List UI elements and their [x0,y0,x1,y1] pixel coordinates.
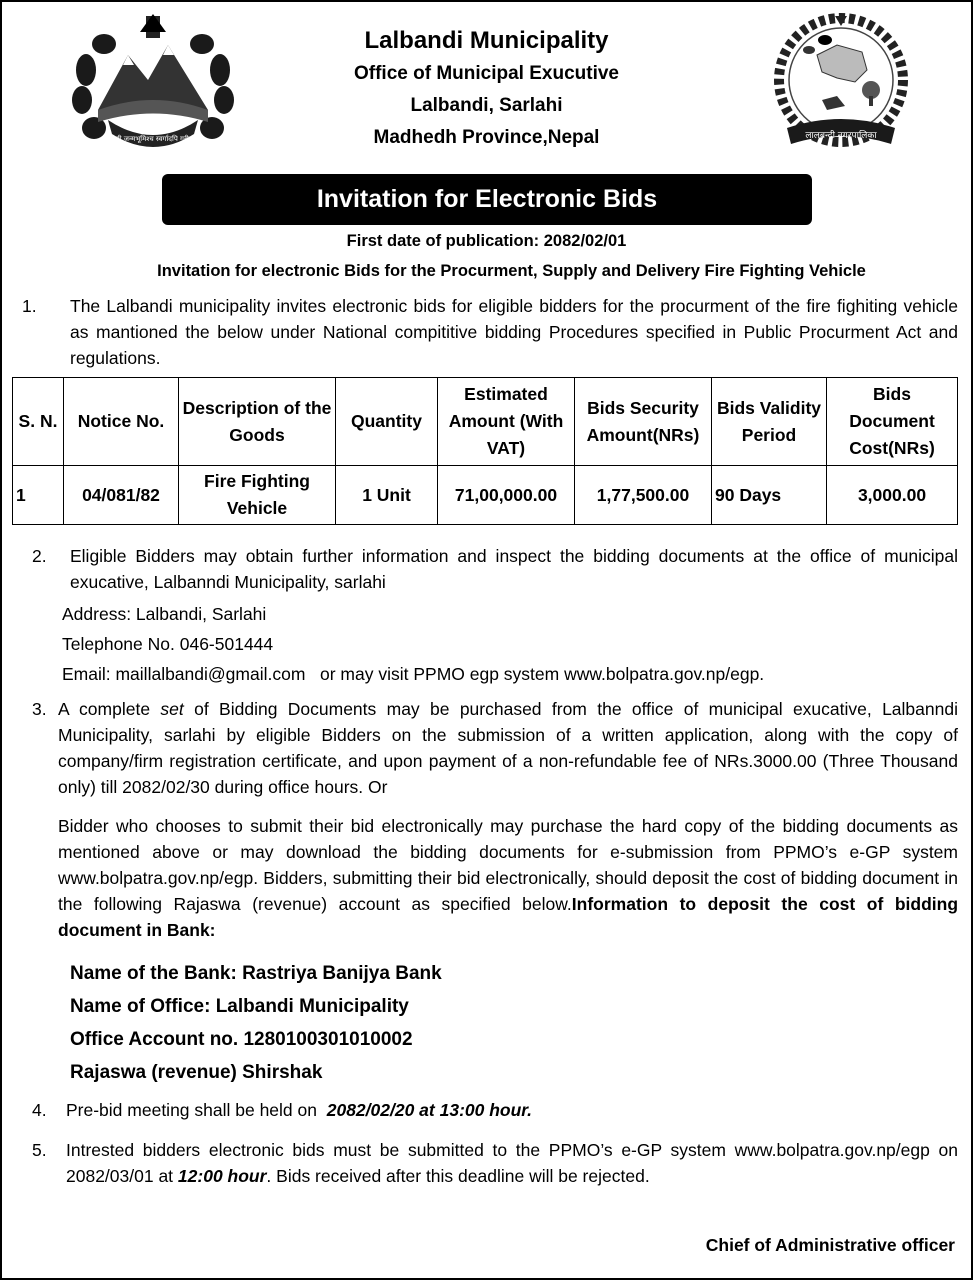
col-quantity: Quantity [336,378,438,466]
bank-office: Name of Office: Lalbandi Municipality [70,996,409,1017]
item-number: 5. [32,1140,47,1160]
cell-bid-security: 1,77,500.00 [575,466,712,525]
item5-text [66,1137,958,1189]
col-estimated-amount: Estimated Amount (With VAT) [438,378,575,466]
bank-name: Name of the Bank: Rastriya Banijya Bank [70,963,442,984]
cell-estimated-amount: 71,00,000.00 [438,466,575,525]
item5-text-a: Intrested bidders electronic bids must be submitted to the PPMO’s e-GP system www.bolpatra.gov.np/egp on 2082/03/01 at [66,1140,958,1186]
item-number: 2. [32,546,47,566]
cell-notice-no: 04/081/82 [64,466,179,525]
logo-text: लालबन्दी नगरपालिका [805,131,877,141]
cell-quantity: 1 Unit [336,466,438,525]
item2-text: Eligible Bidders may obtain further information and inspect the bidding documents at the office of municipal exucative, Lalbanndi Municipality, sarlahi [70,546,958,592]
banner-title: Invitation for Electronic Bids [162,174,812,225]
table-header-row [13,378,958,466]
col-description: Description of the Goods [179,378,336,466]
item3-text-a: A complete [58,699,151,719]
bank-revenue-heading: Rajaswa (revenue) Shirshak [70,1062,323,1083]
item-number: 4. [32,1100,47,1120]
item3-text-c: Bidder who chooses to submit their bid electronically may purchase the hard copy of the bidding documents as mentioned above or may download the bidding documents for e-submission from PPMO’s e-GP system www.bolpatra.gov.np/egp. Bidders, submitting their bid electronically, should deposit the cost of bidding document in the following Rajaswa (revenue) account as specified below. [58,816,958,914]
signature: Chief of Administrative officer [705,1235,955,1255]
org-name: Lalbandi Municipality [364,27,609,54]
publication-date: First date of publication: 2082/02/01 [346,232,627,250]
col-bid-security: Bids Security Amount(NRs) [575,378,712,466]
col-sn: S. N. [13,378,64,466]
item-number: 1. [22,296,37,316]
col-validity: Bids Validity Period [712,378,827,466]
office-name: Office of Municipal Exucutive [354,63,619,84]
office-province: Madhedh Province,Nepal [373,127,600,148]
item5-text-b: . Bids received after this deadline will be rejected. [266,1166,650,1186]
office-location: Lalbandi, Sarlahi [410,95,563,116]
item3-bank-heading: Information to deposit the cost of bidding document in Bank: [58,894,959,940]
item4-text [66,1097,958,1123]
emblem-motto: जननी जन्मभूमिश्च स्वर्गादपि गरीयसी [106,135,200,143]
cell-validity: 90 Days [712,466,827,525]
item3-text [58,696,958,800]
prebid-datetime: 2082/02/20 at 13:00 hour. [326,1100,533,1120]
table-row [13,466,958,525]
cell-sn: 1 [13,466,64,525]
item3-text-b: of Bidding Documents may be purchased from the office of municipal exucative, Lalbanndi Municipality, sarlahi by eligible Bidders on the submission of a written application, along with the copy of company/firm registration certificate, and upon payment of a non-refundable fee of NRs.3000.00 (Three Thousand only) till 2082/02/30 during office hours. Or [58,699,958,797]
municipality-logo-icon [767,10,915,160]
item3-text-continued [58,813,958,943]
address-line: Address: Lalbandi, Sarlahi [62,604,267,624]
notice-subtitle: Invitation for electronic Bids for the Procurment, Supply and Delivery Fire Fighting Vehicle [157,262,866,280]
cell-doc-cost: 3,000.00 [827,466,958,525]
item4-text-a: Pre-bid meeting shall be held on [66,1100,317,1120]
email-text: Email: maillalbandi@gmail.com [62,664,306,684]
bank-account: Office Account no. 1280100301010002 [70,1029,413,1050]
email-line [62,661,764,687]
item-number: 3. [32,699,47,719]
item3-text-set: set [160,699,184,719]
bids-table [12,377,958,525]
col-notice-no: Notice No. [64,378,179,466]
header [2,2,971,162]
col-doc-cost: Bids Document Cost(NRs) [827,378,958,466]
submission-time: 12:00 hour [177,1166,267,1186]
telephone-line: Telephone No. 046-501444 [62,634,274,654]
cell-description: Fire Fighting Vehicle [179,466,336,525]
item1-text: The Lalbandi municipality invites electronic bids for eligible bidders for the procurment of the fire fighiting vehicle as mantioned the below under National compititive bidding Procedures specified in Public Procurment Act and regulations. [70,296,958,368]
egp-visit-text: or may visit PPMO egp system www.bolpatra.gov.np/egp. [320,664,765,684]
